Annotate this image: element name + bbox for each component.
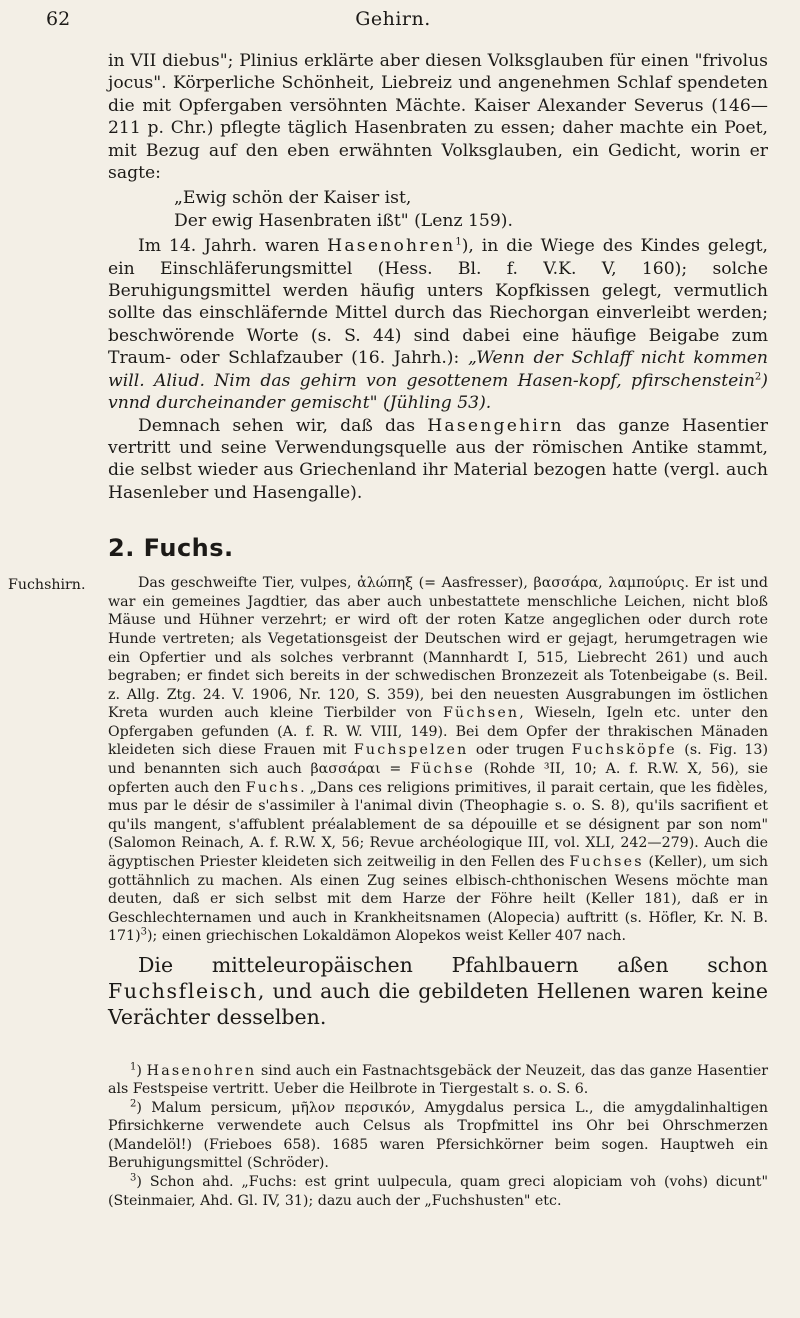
keyword: Fuchspelzen [353,742,469,759]
emphasis-paragraph [108,952,768,1030]
running-head: Gehirn. [355,8,431,30]
text-run: Die mitteleuropäischen Pfahlbauern aßen schon [138,953,768,977]
text-run: Demnach sehen wir, daß das [138,415,428,436]
footnote-mark: 3 [130,1172,137,1184]
quote-text: ) vnnd durcheinander gemischt" (Jühling 53). [108,370,768,414]
footnote-mark: 2 [130,1097,137,1109]
text-run: (s. Fig. 13) und benannten sich auch βασσάραι = [108,742,768,778]
verse-line-1: „Ewig schön der Kaiser ist, [174,188,412,209]
intro-text: in VII diebus"; Plinius erklärte aber diesen Volksglauben für einen "frivolus jocus". Körperliche Schönheit, Liebreiz und angenehmen Schlaf spendeten die mit Opfergaben versöhnten Mächte. Kaiser Alexander Severus (146—211 p. Chr.) pflegte täglich Hasenbraten zu essen; daher machte ein Poet, mit Bezug auf den eben erwähnten Volksglauben, ein Gedicht, worin er sagte: [108,51,768,184]
footnote-text: ) Schon ahd. „Fuchs: est grint uulpecula, quam greci alopiciam voh (vohs) dicunt" (Steinmaier, Ahd. Gl. IV, 31); dazu auch der „Fuchshusten" etc. [108,1174,768,1209]
text-run: ); einen griechischen Lokaldämon Alopekos weist Keller 407 nach. [147,928,626,945]
footnote-divider [108,1051,768,1052]
margin-note: Fuchshirn. [8,577,86,594]
text-run: , Wieseln, Igeln etc. unter den Opfergaben gefunden (A. f. R. W. VIII, 149). Bei dem Opfer der thrakischen Mänaden kleideten sich diese Frauen mit [108,705,768,759]
footnote-ref-1[interactable]: 1 [455,236,462,248]
text-run: , und auch die gebildeten Hellenen waren keine Verächter desselben. [108,979,768,1029]
hasenohren-paragraph [108,235,768,414]
keyword: Fuchs [245,779,301,796]
intro-paragraph [108,50,768,184]
keyword: Fuchses [569,854,644,871]
keyword-hasengehirn: Hasengehirn [427,415,564,436]
footnote-ref-2[interactable]: 2 [754,370,762,382]
keyword-hasenohren: Hasenohren [327,236,456,257]
keyword: Füchse [410,761,476,778]
keyword: Hasenohren [146,1062,257,1079]
verse-line-2: Der ewig Hasenbraten ißt" (Lenz 159). [174,210,513,231]
text-run: oder trugen [468,742,572,759]
text-run: das ganze Hasentier vertritt und seine Verwendungsquelle aus der römischen Antike stammt, die selbst wieder aus Griechenland ihr Material bezogen hatte (vergl. auch Hasenleber und Hasengalle). [108,415,768,503]
text-run: Das geschweifte Tier, vulpes, ἀλώπηξ (= Aasfresser), βασσάρα, λαμπούρις. Er ist und war ein gemeines Jagdtier, das aber auch unbestattete menschliche Leichen, nicht bloß Mäuse und Hühner verzehrt; er wird oft der roten Katze angeglichen oder durch rote Hunde vertreten; als Vegetationsgeist der Deutschen wird er gejagt, herumgetragen wie ein Opfertier und als solches verbrannt (Mannhardt I, 515, Liebrecht 261) und auch begraben; er findet sich bereits in der schwedischen Bronzezeit als Totenbeigabe (s. Beil. z. Allg. Ztg. 24. V. 1906, Nr. 120, S. 359), bei den neuesten Ausgrabungen im östlichen Kreta wurden auch kleine Tierbilder von [108,575,768,722]
text-run: . „Dans ces religions primitives, il parait certain, que les fidèles, mus par le désir de s'assimiler à l'animal divin (Theophagie s. o. S. 8), qu'ils sacrifient et qu'ils mangent, s'affublent préalablement de sa dépouille et se désignent par son nom" (Salomon Reinach, A. f. R.W. X, 56; Revue archéologique III, vol. XLI, 242—279). Auch die ägyptischen Priester kleideten sich zeitweilig in den Fellen des [108,779,768,871]
footnotes [108,1062,768,1211]
footnote-mark: 1 [130,1060,137,1072]
fuchs-paragraph [108,574,768,946]
footnote-2 [108,1099,768,1173]
text-run: Im 14. Jahrh. waren [138,236,328,257]
section-fuchs [8,574,769,1030]
page-header [46,8,740,34]
page-body [8,50,769,1210]
footnote-text: sind auch ein Fastnachtsgebäck der Neuzeit, das das ganze Hasentier als Festspeise vertritt. Ueber die Heilbrote in Tiergestalt s. o. S. 6. [108,1062,768,1098]
hasengehirn-paragraph [108,415,768,505]
quote-text: „Wenn der Schlaff nicht kommen will. Aliud. Nim das gehirn von gesottenem Hasen-kopf, pfirschenstein [108,348,768,391]
section-title: 2. Fuchs. [108,534,234,563]
footnote-3 [108,1173,768,1210]
text-run: (Rohde ³II, 10; A. f. R.W. X, 56), sie opferten auch den [108,761,769,796]
text-run: (Keller), um sich gottähnlich zu machen. Als einen Zug seines elbisch-chthonischen Wesens möchte man deuten, daß er sich selbst mit dem Harze der Föhre heilt (Keller 181), daß er in Geschlechternamen und auch in Krankheitsnamen (Alopecia) auftritt (s. Höfler, Kr. N. B. 171) [108,854,769,945]
footnote-1: $^1$) Hasenohren sind auch ein Fastnachtsgebäck der Neuzeit, das das ganze Hasentier als Festspeise vertritt. Ueber die Heilbrote in Tiergestalt s. o. S. 6. [108,1060,768,1098]
keyword-fuchsfleisch: Fuchsfleisch [108,979,258,1003]
footnote-ref-3[interactable]: 3 [140,926,147,938]
page-number: 62 [46,8,71,30]
footnote-text: ) Malum persicum, μῆλον περσικόν, Amygdalus persica L., die amygdalinhaltigen Pfirsichkerne verwendete auch Celsus als Tropfmittel ins Ohr bei Ohrschmerzen (Mandelöl!) (Frieboes 658). 1685 waren Pfersichkörner beim sogen. Hauptweh ein Beruhigungsmittel (Schröder). [108,1099,768,1172]
keyword: Füchsen [442,705,520,722]
text-run: ), in die Wiege des Kindes gelegt, ein Einschläferungsmittel (Hess. Bl. f. V.K. V, 160); solche Beruhigungsmittel werden häufig unters Kopfkissen gelegt, vermutlich sollte das einschläfernde Mittel durch das Riechorgan einverleibt werden; beschwörende Worte (s. S. 44) sind dabei eine häufige Beigabe zum Traum- oder Schlafzauber (16. Jahrh.): [108,236,768,369]
keyword: Fuchsköpfe [571,742,677,759]
